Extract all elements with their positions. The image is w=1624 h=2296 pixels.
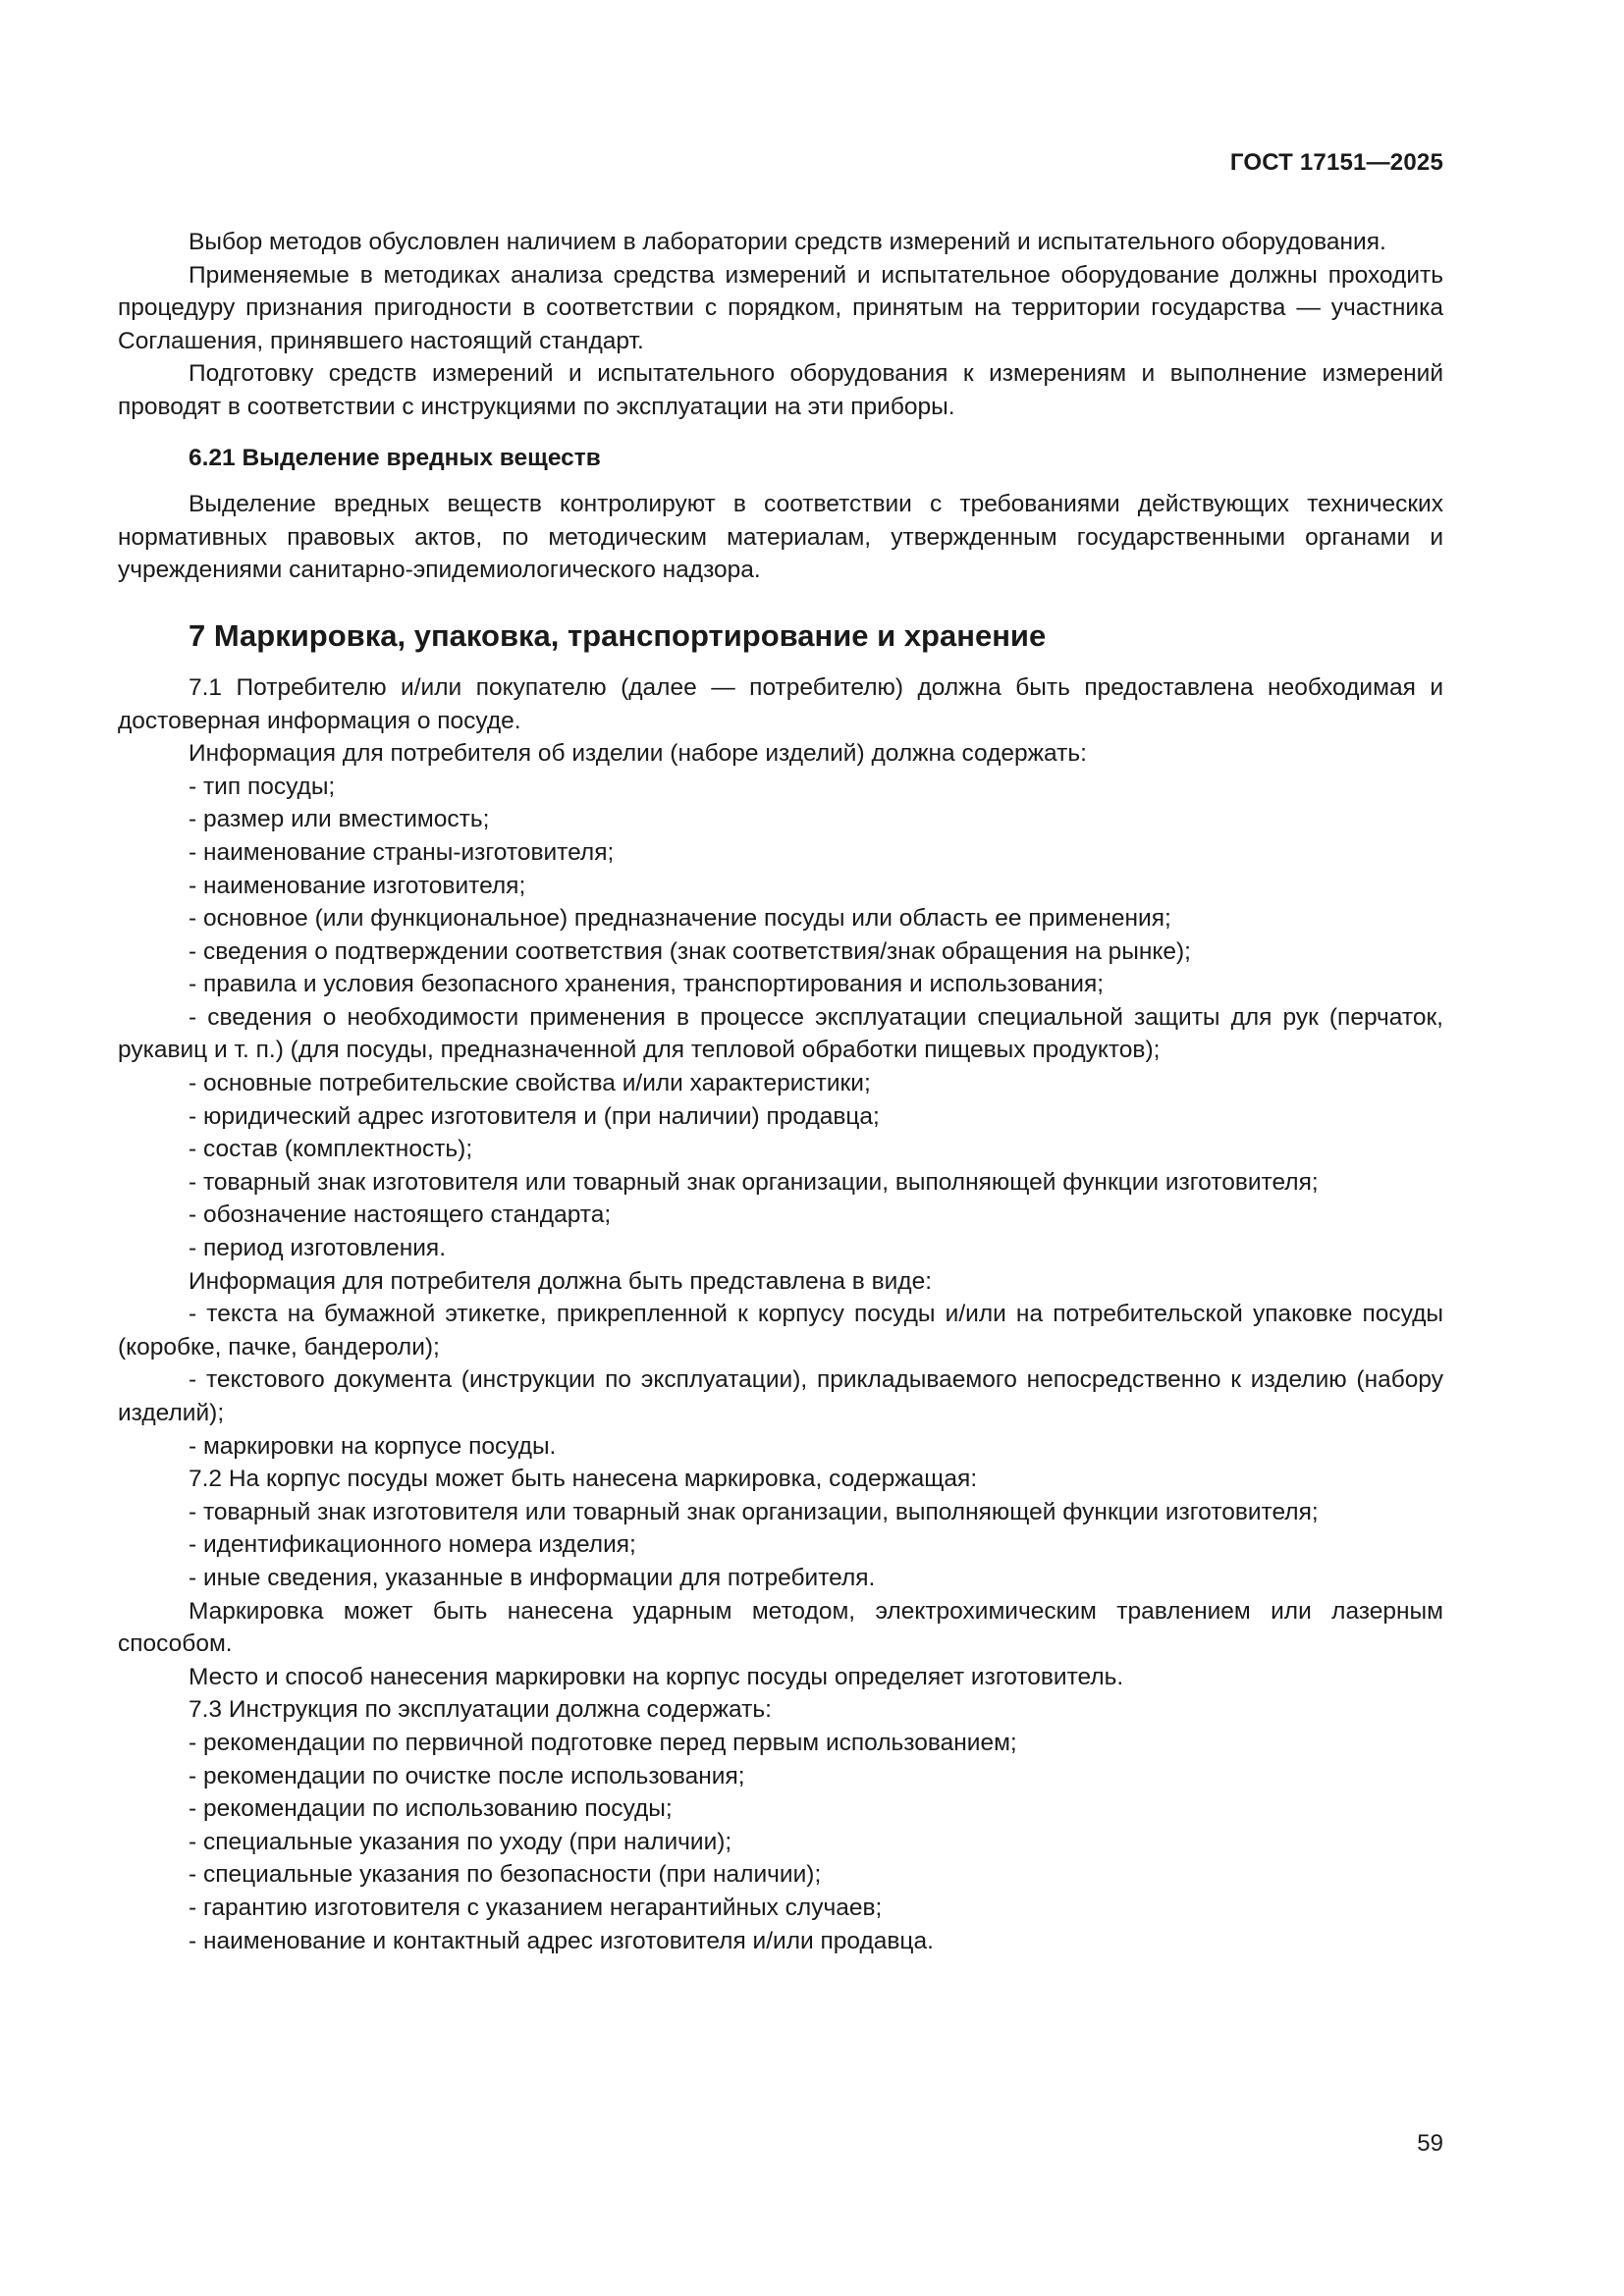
list-item: - наименование страны-изготовителя; <box>189 838 615 866</box>
list-item: - гарантию изготовителя с указанием негарантийных случаев; <box>189 1894 883 1921</box>
list-item: - текста на бумажной этикетке, прикрепленной к корпусу посуды и/или на потребительской упаковке посуды (коробке, пачке, бандероли); <box>118 1301 1443 1361</box>
subsection-heading-6-21: 6.21 Выделение вредных веществ <box>189 444 601 471</box>
list-item: - правила и условия безопасного хранения, транспортирования и использования; <box>189 971 1105 998</box>
list-item: - рекомендации по использованию посуды; <box>189 1795 673 1823</box>
list-item: - наименование изготовителя; <box>189 872 526 899</box>
list-item: - сведения о необходимости применения в процессе эксплуатации специальной защиты для рук (перчаток, рукавиц и т. п.) (для посуды, предназначенной для тепловой обработки пищевых продуктов); <box>118 1003 1443 1064</box>
list-item: - маркировки на корпусе посуды. <box>189 1432 557 1460</box>
document-code: ГОСТ 17151—2025 <box>1229 149 1443 176</box>
list-item: - рекомендации по первичной подготовке перед первым использованием; <box>189 1729 1017 1756</box>
list-item: - состав (комплектность); <box>189 1136 473 1163</box>
list-item: - идентификационного номера изделия; <box>189 1531 636 1559</box>
list-item: - период изготовления. <box>189 1235 446 1262</box>
list-item: - специальные указания по уходу (при наличии); <box>189 1828 732 1855</box>
page-body <box>118 226 1443 1957</box>
list-item: - юридический адрес изготовителя и (при наличии) продавца; <box>189 1102 880 1130</box>
list-item: - товарный знак изготовителя или товарный знак организации, выполняющей функции изготовителя; <box>189 1498 1319 1525</box>
list-item: - тип посуды; <box>189 773 336 800</box>
paragraph: Маркировка может быть нанесена ударным методом, электрохимическим травлением или лазерным способом. <box>118 1597 1443 1658</box>
page-number: 59 <box>1417 2130 1443 2157</box>
list-item: - основное (или функциональное) предназначение посуды или область ее применения; <box>189 905 1171 933</box>
list-item: - сведения о подтверждении соответствия (знак соответствия/знак обращения на рынке); <box>189 937 1191 965</box>
list-item: - иные сведения, указанные в информации для потребителя. <box>189 1564 876 1591</box>
list-item: - наименование и контактный адрес изготовителя и/или продавца. <box>189 1927 934 1954</box>
list-item: - размер или вместимость; <box>189 806 490 833</box>
paragraph: Информация для потребителя об изделии (наборе изделий) должна содержать: <box>189 740 1087 768</box>
list-item: - рекомендации по очистке после использования; <box>189 1762 745 1789</box>
paragraph: Выбор методов обусловлен наличием в лаборатории средств измерений и испытательного оборудования. <box>189 229 1386 255</box>
list-item: - основные потребительские свойства и/или характеристики; <box>189 1070 871 1097</box>
list-item: - специальные указания по безопасности (при наличии); <box>189 1861 822 1889</box>
paragraph: Подготовку средств измерений и испытательного оборудования к измерениям и выполнение измерений проводят в соответствии с инструкциями по эксплуатации на эти приборы. <box>118 360 1443 420</box>
list-item: - товарный знак изготовителя или товарный знак организации, выполняющей функции изготовителя; <box>189 1168 1319 1196</box>
paragraph: Применяемые в методиках анализа средства измерений и испытательное оборудование должны проходить процедуру признания пригодности в соответствии с порядком, принятым на территории государства — участника Соглашения, принявшего настоящий стандарт. <box>118 261 1443 354</box>
list-item: - текстового документа (инструкции по эксплуатации), прикладываемого непосредственно к изделию (набору изделий); <box>118 1366 1443 1426</box>
section-heading-7: 7 Маркировка, упаковка, транспортирование и хранение <box>189 617 1047 653</box>
list-item: - обозначение настоящего стандарта; <box>189 1201 612 1229</box>
paragraph: Место и способ нанесения маркировки на корпус посуды определяет изготовитель. <box>189 1663 1124 1690</box>
paragraph: Информация для потребителя должна быть представлена в виде: <box>189 1267 933 1295</box>
paragraph: 7.1 Потребителю и/или покупателю (далее — потребителю) должна быть предоставлена необходимая и достоверная информация о посуде. <box>118 673 1443 734</box>
paragraph: 7.2 На корпус посуды может быть нанесена маркировка, содержащая: <box>189 1466 978 1493</box>
paragraph: Выделение вредных веществ контролируют в соответствии с требованиями действующих технических нормативных правовых актов, по методическим материалам, утвержденным государственными органами и учреждениями санитарно-эпидемиологического надзора. <box>118 491 1443 584</box>
paragraph: 7.3 Инструкция по эксплуатации должна содержать: <box>189 1696 772 1724</box>
